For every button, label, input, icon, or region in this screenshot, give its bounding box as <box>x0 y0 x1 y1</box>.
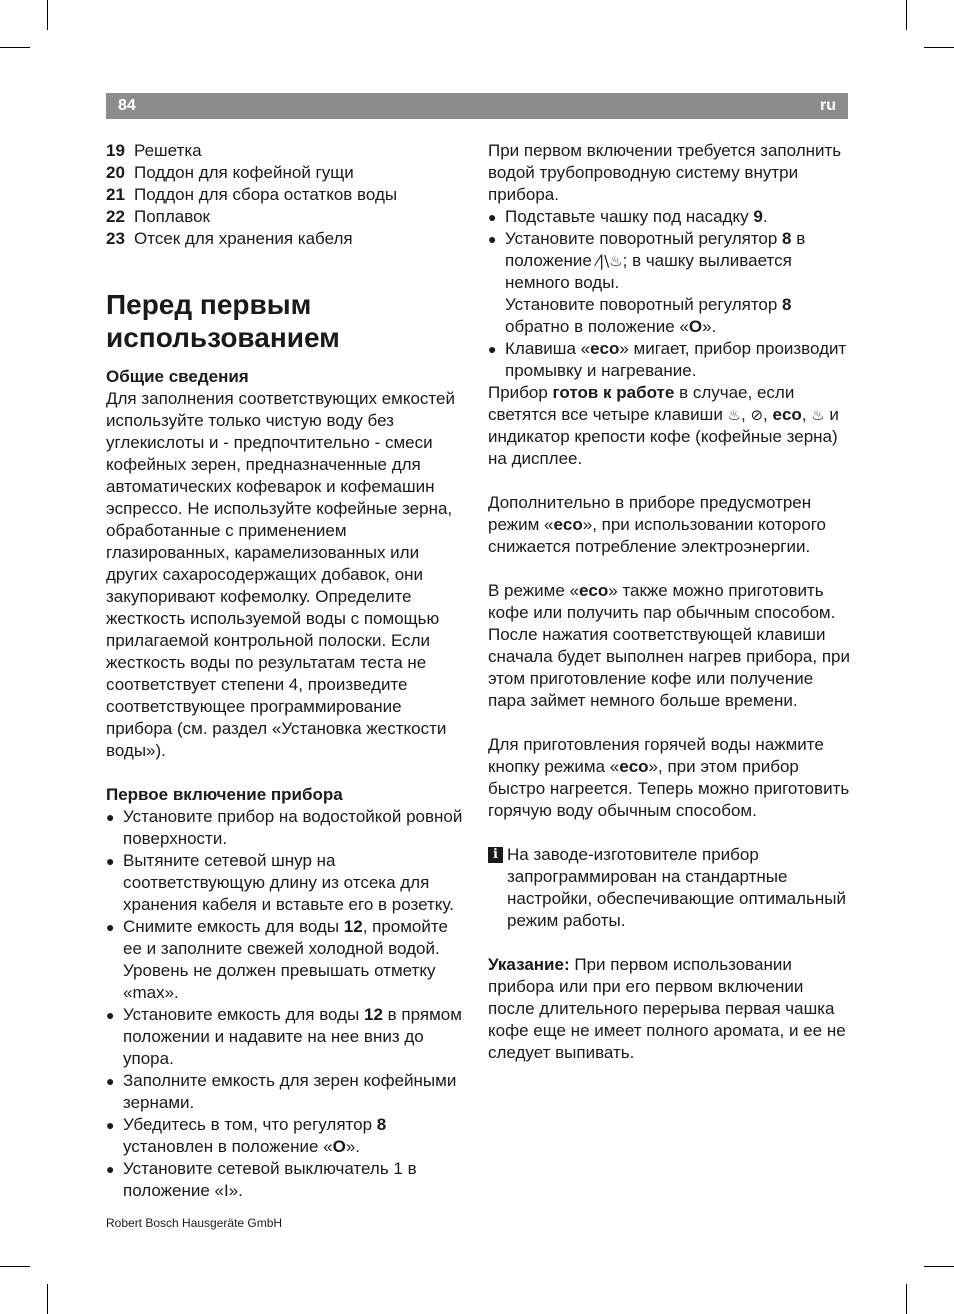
list-item: 22 Поплавок <box>106 207 210 226</box>
page-number: 84 <box>118 97 136 114</box>
list-item: 23 Отсек для хранения кабеля <box>106 229 353 248</box>
right-column <box>488 140 850 1064</box>
list-item: ● Заполните емкость для зерен кофейными зернами. <box>106 1070 468 1114</box>
header-bar <box>106 93 848 119</box>
intro-text: При первом включении требуется заполнить водой трубопроводную систему внутри прибора. <box>488 141 842 204</box>
crop-mark <box>0 1266 30 1267</box>
first-start-steps <box>106 806 468 1202</box>
list-item: ● Установите емкость для воды 12 в прямом положении и надавите на нее вниз до упора. <box>106 1004 468 1070</box>
ready-text: Прибор готов к работе в случае, если светятся все четыре клавиши ♨, ⊘, eco, ♨ и индикатор крепости кофе (кофейные зерна) на дисплее. <box>488 383 839 468</box>
list-item: ● Установите поворотный регулятор 8 в положение ⁄|\♨; в чашку выливается немного воды. Установите поворотный регулятор 8 обратно в положение «O». <box>488 228 850 338</box>
info-icon: i <box>488 847 503 863</box>
general-heading: Общие сведения <box>106 367 249 386</box>
crop-mark <box>906 0 907 30</box>
first-start-heading: Первое включение прибора <box>106 785 343 804</box>
list-item: 20 Поддон для кофейной гущи <box>106 163 354 182</box>
cup-icon: ♨ <box>727 406 741 424</box>
crop-mark <box>924 1266 954 1267</box>
list-item: ● Установите сетевой выключатель 1 в положение «I». <box>106 1158 468 1202</box>
eco-usage-text: В режиме «eco» также можно приготовить кофе или получить пар обычным способом. После нажатия соответствующей клавиши сначала будет выполнен нагрев прибора, при этом приготовление кофе или получение пара займет немного больше времени. <box>488 581 850 710</box>
list-item: ● Убедитесь в том, что регулятор 8 установлен в положение «O». <box>106 1114 468 1158</box>
hot-water-steam-icon: ⁄|\♨ <box>596 252 623 270</box>
steam-icon: ♨ <box>811 406 825 424</box>
section-title: Перед первым использованием <box>106 289 340 353</box>
crop-mark <box>906 1284 907 1314</box>
footer-company: Robert Bosch Hausgeräte GmbH <box>106 1216 283 1230</box>
fill-steps <box>488 206 850 382</box>
list-item: 21 Поддон для сбора остатков воды <box>106 185 398 204</box>
left-column <box>106 140 468 1202</box>
crop-mark <box>47 1284 48 1314</box>
general-text: Для заполнения соответствующих емкостей используйте только чистую воду без углекислоты и - предпочтительно - смеси кофейных зерен, предназначенные для автоматических кофеварок и кофемашин эспрессо. Не используйте кофейные зерна, обработанные с применением глазированных, карамелизованных или других сахаросодержащих добавок, они закупоривают кофемолку. Определите жесткость используемой воды с помощью прилагаемой контрольной полоски. Если жесткость воды по результатам теста не соответствует степени 4, произведите соответствующее программирование прибора (см. раздел «Установка жесткости воды»). <box>106 389 455 760</box>
list-item: 19 Решетка <box>106 141 202 160</box>
bean-icon: ⊘ <box>750 406 764 424</box>
parts-list <box>106 140 468 250</box>
info-note: i На заводе-изготовителе прибор запрограммирован на стандартные настройки, обеспечивающие оптимальный режим работы. <box>488 844 850 932</box>
list-item: ● Снимите емкость для воды 12, промойте ее и заполните свежей холодной водой. Уровень не должен превышать отметку «max». <box>106 916 468 1004</box>
crop-mark <box>47 0 48 30</box>
crop-mark <box>0 47 30 48</box>
warning-note: Указание: При первом использовании прибора или при его первом включении после длительного перерыва первая чашка кофе еще не имеет полного аромата, и ее не следует выпивать. <box>488 955 846 1062</box>
list-item: ● Установите прибор на водостойкой ровной поверхности. <box>106 806 468 850</box>
eco-mode-text: Дополнительно в приборе предусмотрен режим «eco», при использовании которого снижается потребление электроэнергии. <box>488 493 826 556</box>
list-item: ● Подставьте чашку под насадку 9. <box>488 206 850 228</box>
hot-water-text: Для приготовления горячей воды нажмите кнопку режима «eco», при этом прибор быстро нагреется. Теперь можно приготовить горячую воду обычным способом. <box>488 735 850 820</box>
list-item: ● Вытяните сетевой шнур на соответствующую длину из отсека для хранения кабеля и вставьте его в розетку. <box>106 850 468 916</box>
language-code: ru <box>820 97 836 114</box>
crop-mark <box>924 47 954 48</box>
list-item: ● Клавиша «eco» мигает, прибор производит промывку и нагревание. <box>488 338 850 382</box>
